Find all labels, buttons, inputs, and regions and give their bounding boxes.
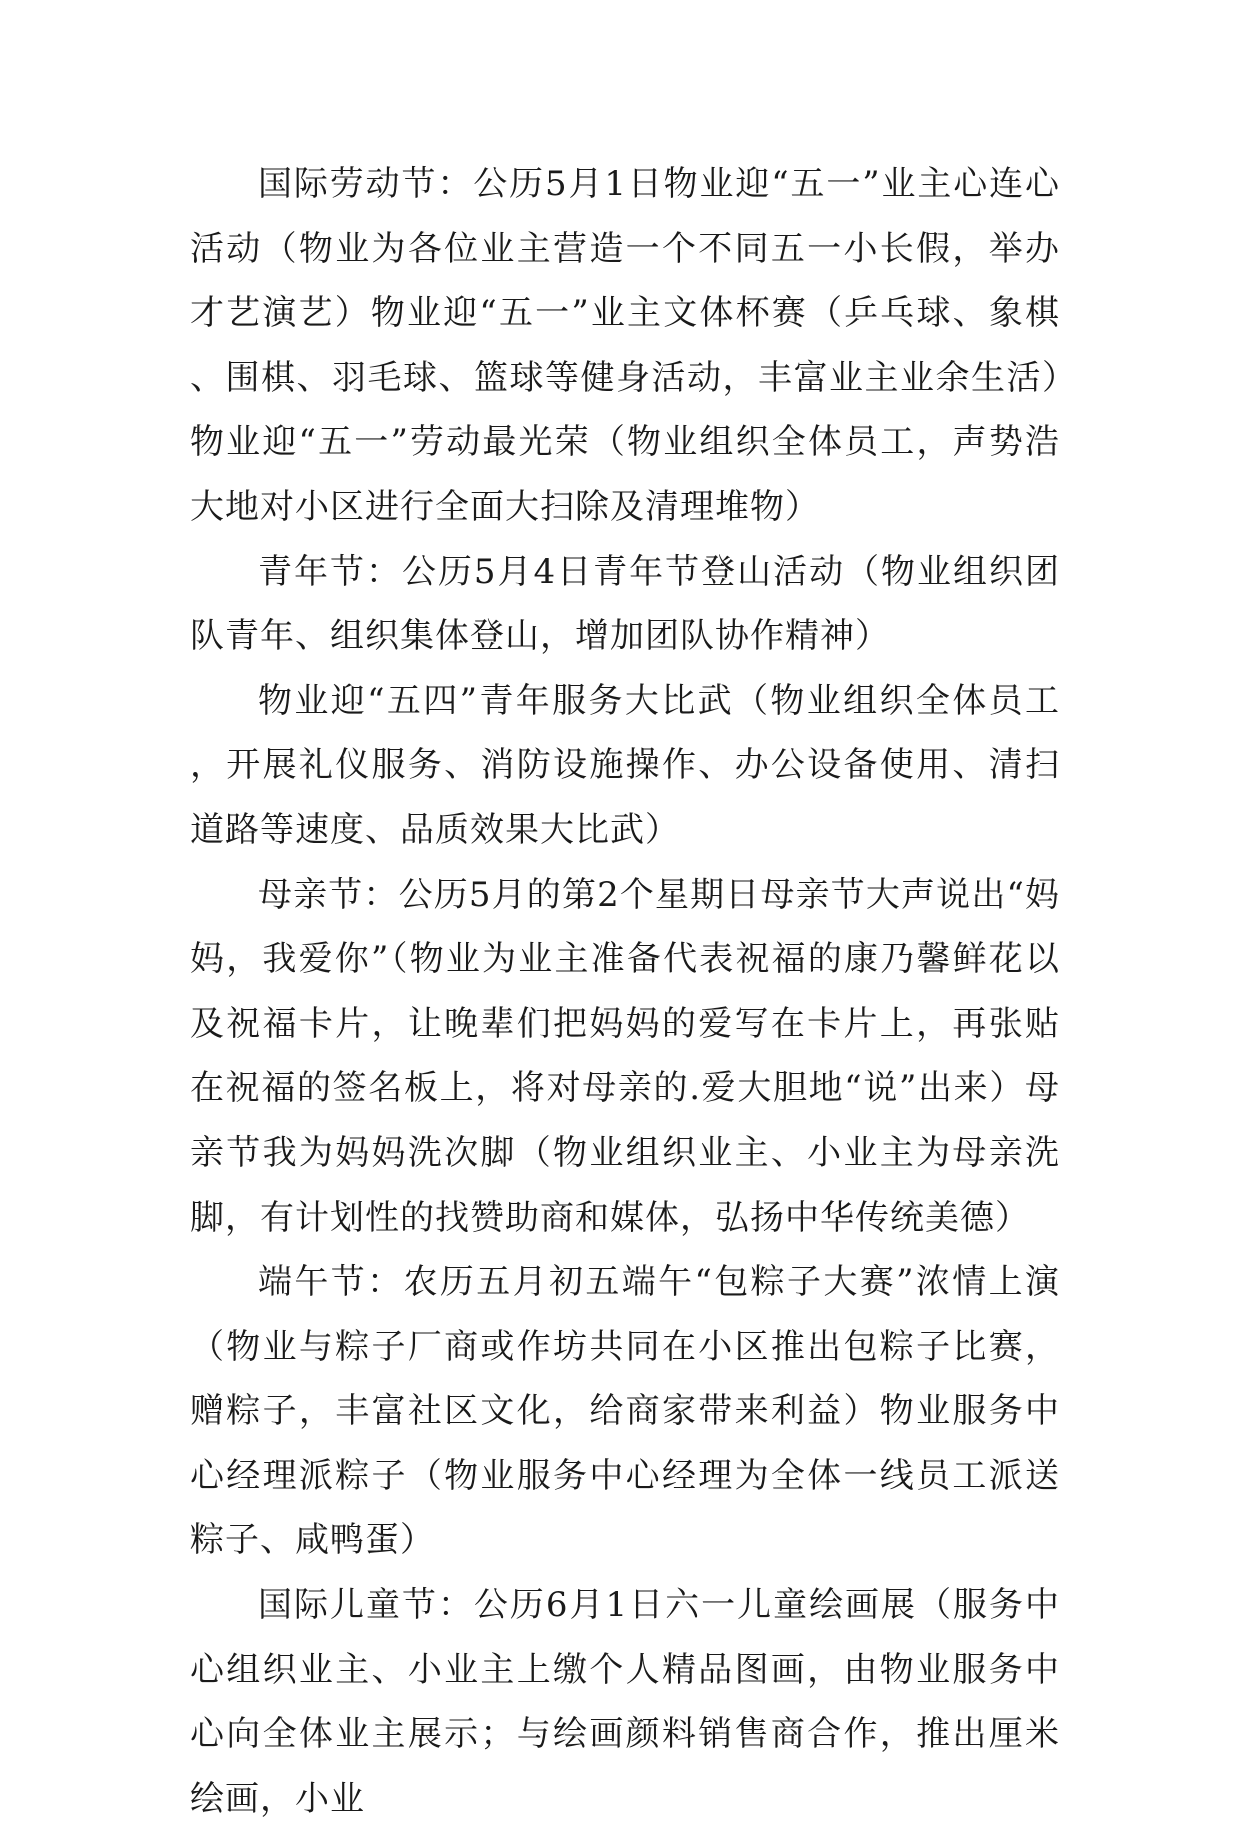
paragraph-dragon-boat-festival: 端午节：农历五月初五端午“包粽子大赛”浓情上演（物业与粽子厂商或作坊共同在小区推出包粽子比赛，赠粽子，丰富社区文化，给商家带来利益）物业服务中心经理派粽子（物业服务中心经理为全体一线员工派送粽子、咸鸭蛋） [190, 1262, 1060, 1561]
paragraph-childrens-day: 国际儿童节：公历6月1日六一儿童绘画展（服务中心组织业主、小业主上缴个人精品图画，由物业服务中心向全体业主展示；与绘画颜料销售商合作，推出厘米绘画，小业 [190, 1585, 1060, 1819]
paragraph-youth-day: 青年节：公历5月4日青年节登山活动（物业组织团队青年、组织集体登山，增加团队协作精神） [190, 551, 1060, 657]
paragraph-mothers-day: 母亲节：公历5月的第2个星期日母亲节大声说出“妈妈，我爱你”（物业为业主准备代表祝福的康乃馨鲜花以及祝福卡片，让晚辈们把妈妈的爱写在卡片上，再张贴在祝福的签名板上，将对母亲的.爱大胆地“说”出来）母亲节我为妈妈洗次脚（物业组织业主、小业主为母亲洗脚，有计划性的找赞助商和媒体，弘扬中华传统美德） [190, 874, 1060, 1238]
paragraph-labor-day: 国际劳动节：公历5月1日物业迎“五一”业主心连心活动（物业为各位业主营造一个不同五一小长假，举办才艺演艺）物业迎“五一”业主文体杯赛（乒乓球、象棋、围棋、羽毛球、篮球等健身活动，丰富业主业余生活）物业迎“五一”劳动最光荣（物业组织全体员工，声势浩大地对小区进行全面大扫除及清理堆物） [190, 164, 1060, 527]
paragraph-youth-service-competition: 物业迎“五四”青年服务大比武（物业组织全体员工，开展礼仪服务、消防设施操作、办公设备使用、清扫道路等速度、品质效果大比武） [190, 680, 1060, 850]
document-body [190, 152, 1060, 1831]
